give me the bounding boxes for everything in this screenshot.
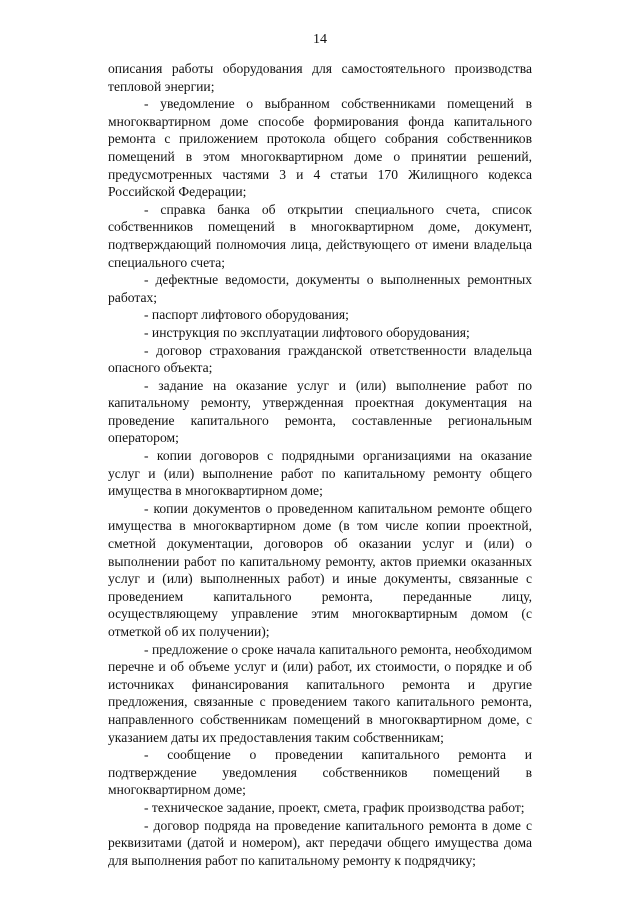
list-item-construction-contract: - договор подряда на проведение капитального ремонта в доме с реквизитами (датой и номером), акт передачи общего имущества дома для выполнения работ по капитальному ремонту к подрядчику; (108, 817, 532, 868)
list-item-elevator-passport: - паспорт лифтового оборудования; (144, 307, 349, 323)
list-item-defect-reports: - дефектные ведомости, документы о выполненных ремонтных работах; (108, 272, 532, 305)
list-item-owner-notice: - уведомление о выбранном собственниками помещений в многоквартирном доме способе формирования фонда капитального ремонта с приложением протокола общего собрания собственников помещений в этом многоквартирном доме о принятии решений, предусмотренных частями 3 и 4 статьи 170 Жилищного кодекса Российской Федерации; (108, 96, 532, 200)
page-number: 14 (313, 32, 327, 47)
list-item-elevator-manual: - инструкция по эксплуатации лифтового оборудования; (144, 324, 470, 340)
list-item-contractor-contracts: - копии договоров с подрядными организациями на оказание услуг и (или) выполнение работ по капитальному ремонту общего имущества в многоквартирном доме; (108, 448, 532, 499)
list-item-insurance-contract: - договор страхования гражданской ответственности владельца опасного объекта; (108, 342, 532, 376)
paragraph-continuation: описания работы оборудования для самостоятельного производства тепловой энергии; (108, 61, 532, 94)
list-item-service-assignment: - задание на оказание услуг и (или) выполнение работ по капитальному ремонту, утвержденная проектная документация на проведение капитального ремонта, составленные региональным оператором; (108, 377, 532, 446)
list-item-repair-message: - сообщение о проведении капитального ремонта и подтверждение уведомления собственников помещений в многоквартирном доме; (108, 747, 532, 798)
list-item-repair-proposal: - предложение о сроке начала капитального ремонта, необходимом перечне и об объеме услуг и (или) работ, их стоимости, о порядке и об источниках финансирования капитального ремонта и другие предложения, связанные с проведением такого капитального ремонта, направленного собственникам помещений в многоквартирном доме, с указанием даты их предоставления таким собственникам; (108, 641, 532, 745)
list-item-technical-specification: - техническое задание, проект, смета, график производства работ; (144, 799, 525, 815)
list-item-bank-statement: - справка банка об открытии специального счета, список собственников помещений в многоквартирном доме, документ, подтверждающий полномочия лица, действующего от имени владельца специального счета; (108, 201, 532, 270)
list-item-repair-documents: - копии документов о проведенном капитальном ремонте общего имущества в многоквартирном доме (в том числе копии проектной, сметной документации, договоров об оказании услуг и (или) о выполнении работ по капитальному ремонту, актов приемки оказанных услуг и (или) выполненных работ) и иные документы, связанные с проведением капитального ремонта, переданные лицу, осуществляющему управление этим многоквартирным домом (с отметкой об их получении); (108, 500, 532, 639)
document-body (108, 60, 532, 869)
